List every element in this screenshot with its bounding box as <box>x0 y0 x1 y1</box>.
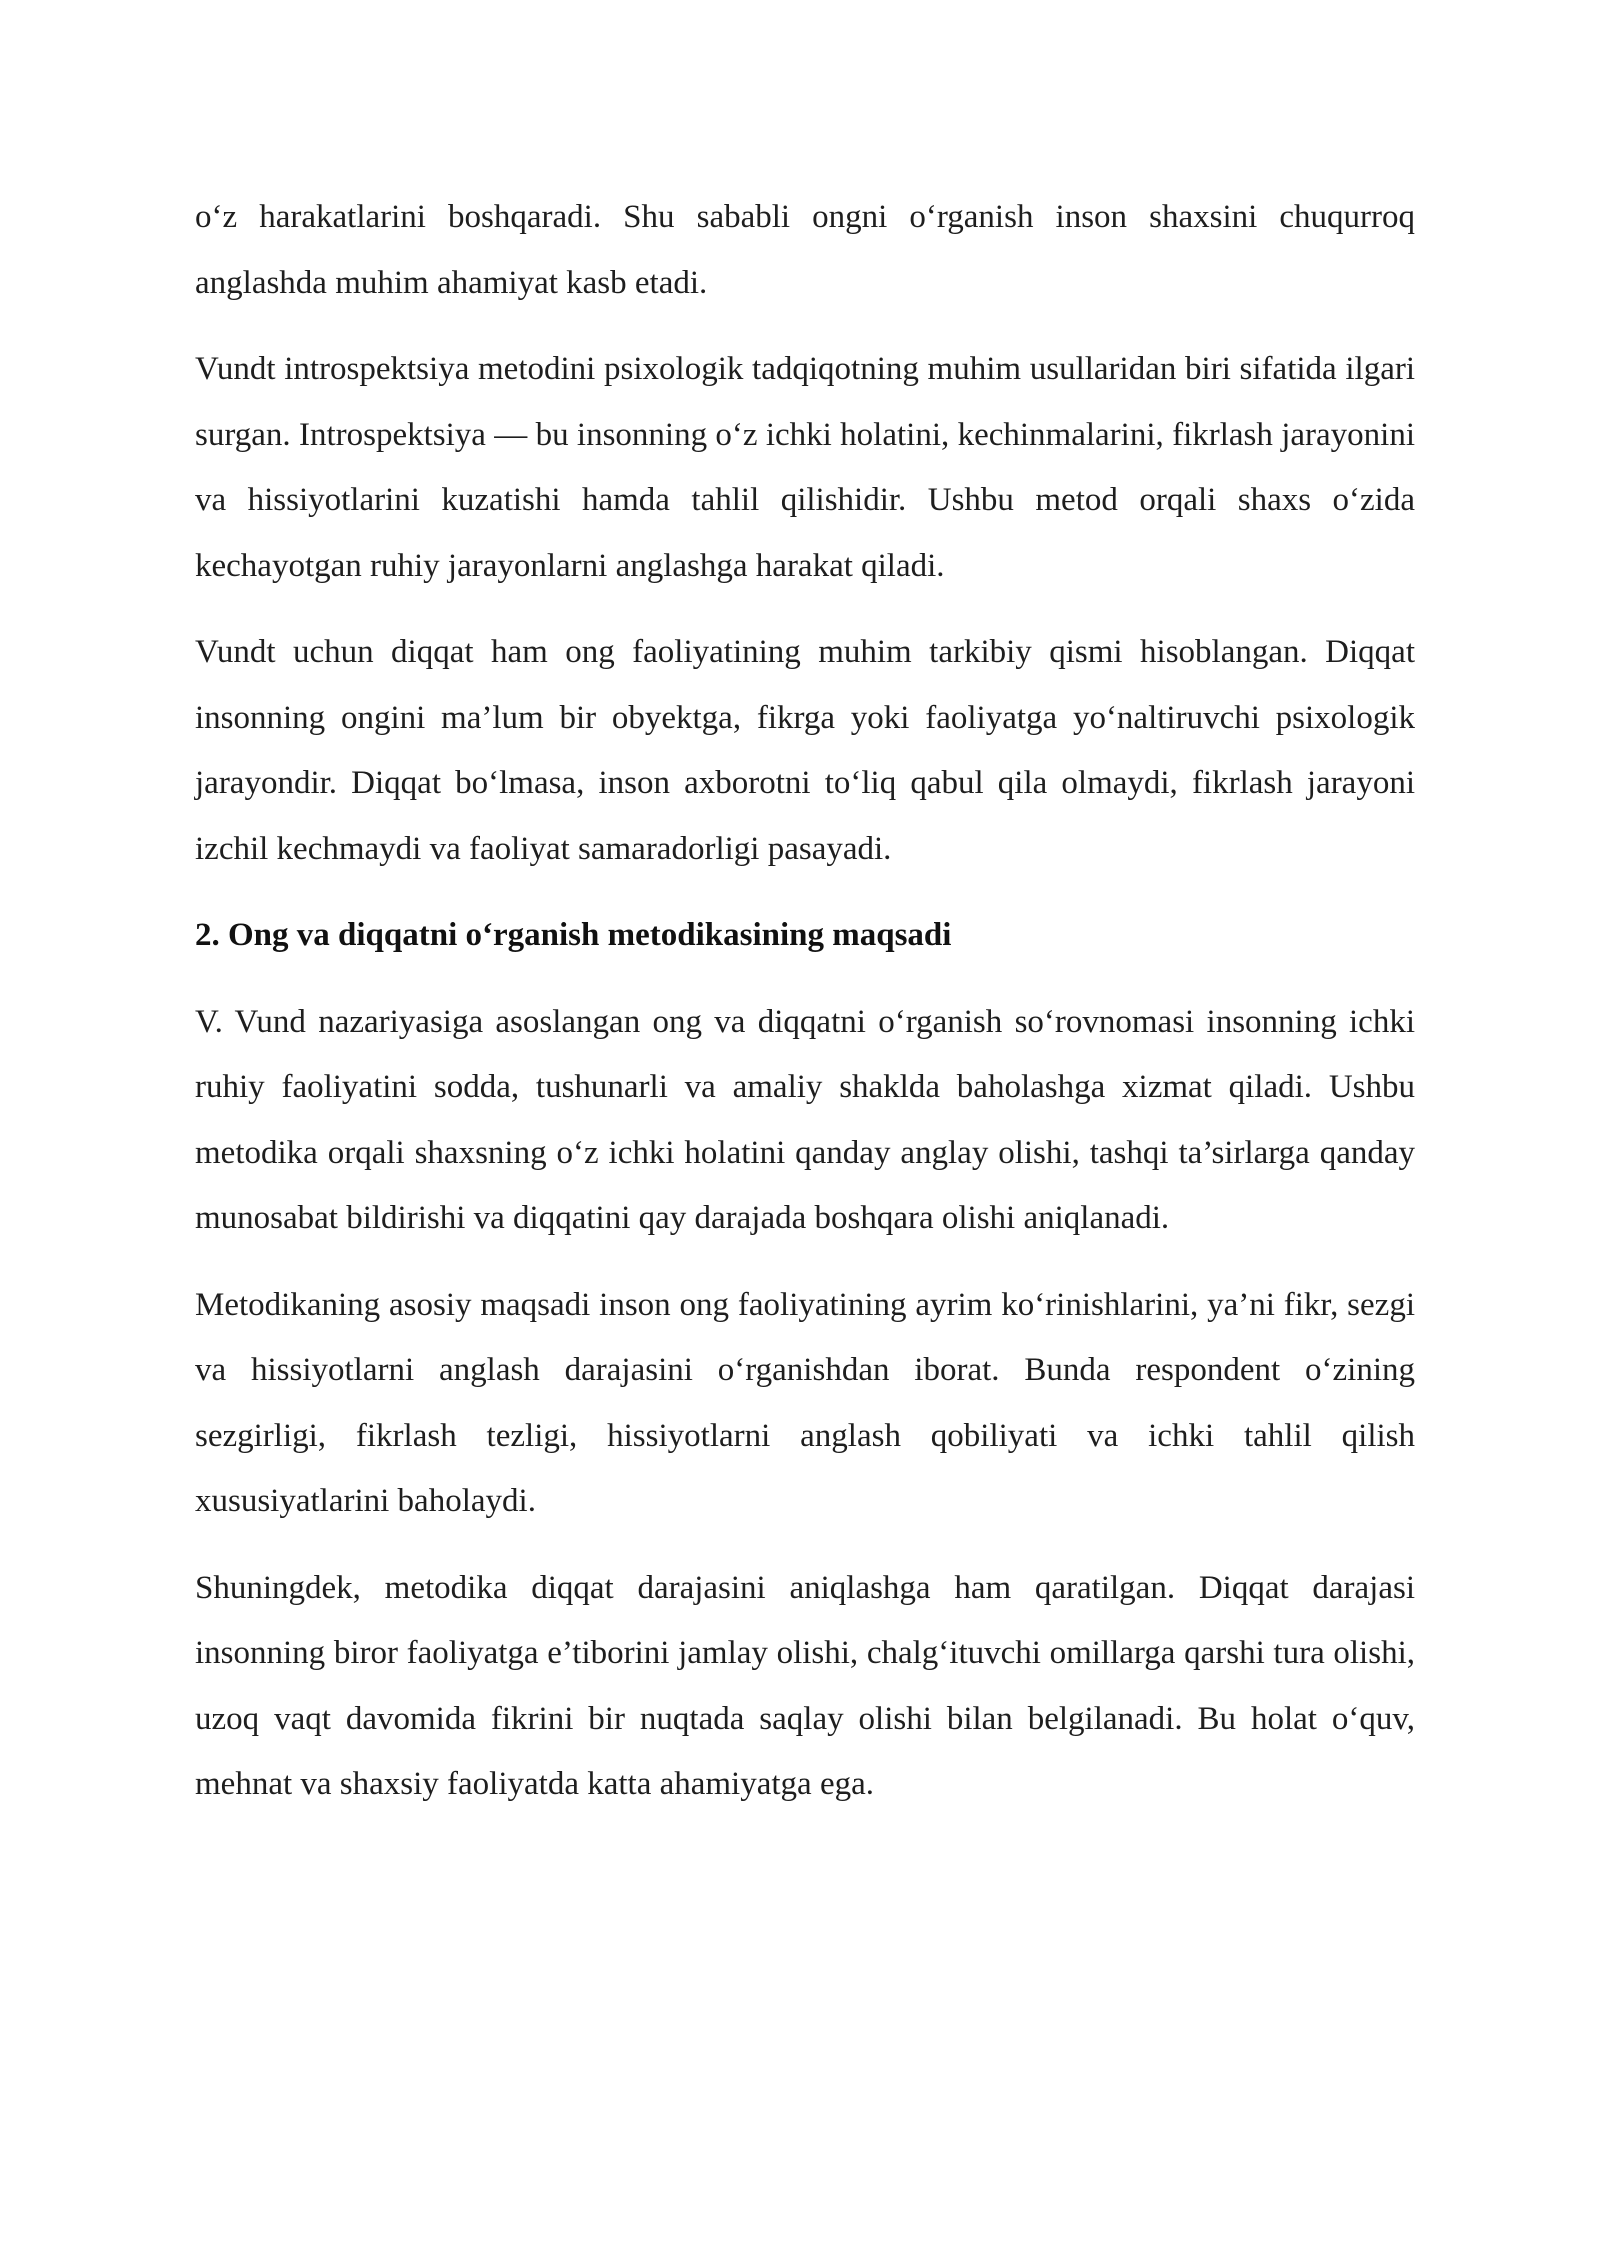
paragraph: Metodikaning asosiy maqsadi inson ong faoliyatining ayrim ko‘rinishlarini, ya’ni fikr, sezgi va hissiyotlarni anglash darajasini o‘rganishdan iborat. Bunda respondent o‘zining sezgirligi, fikrlash tezligi, hissiyotlarni anglash qobiliyati va ichki tahlil qilish xususiyatlarini baholaydi. <box>195 1286 1415 1519</box>
paragraph: Shuningdek, metodika diqqat darajasini aniqlashga ham qaratilgan. Diqqat darajasi insonning biror faoliyatga e’tiborini jamlay olishi, chalg‘ituvchi omillarga qarshi tura olishi, uzoq vaqt davomida fikrini bir nuqtada saqlay olishi bilan belgilanadi. Bu holat o‘quv, mehnat va shaxsiy faoliyatda katta ahamiyatga ega. <box>195 1569 1415 1802</box>
paragraph: o‘z harakatlarini boshqaradi. Shu sababli ongni o‘rganish inson shaxsini chuqurroq anglashda muhim ahamiyat kasb etadi. <box>195 199 1415 301</box>
document-body <box>195 185 1415 1839</box>
section-heading: 2. Ong va diqqatni o‘rganish metodikasining maqsadi <box>195 917 952 953</box>
paragraph: Vundt uchun diqqat ham ong faoliyatining muhim tarkibiy qismi hisoblangan. Diqqat insonning ongini ma’lum bir obyektga, fikrga yoki faoliyatga yo‘naltiruvchi psixologik jarayondir. Diqqat bo‘lmasa, inson axborotni to‘liq qabul qila olmaydi, fikrlash jarayoni izchil kechmaydi va faoliyat samaradorligi pasayadi. <box>195 634 1415 867</box>
paragraph: Vundt introspektsiya metodini psixologik tadqiqotning muhim usullaridan biri sifatida ilgari surgan. Introspektsiya — bu insonning o‘z ichki holatini, kechinmalarini, fikrlash jarayonini va hissiyotlarini kuzatishi hamda tahlil qilishidir. Ushbu metod orqali shaxs o‘zida kechayotgan ruhiy jarayonlarni anglashga harakat qiladi. <box>195 351 1415 584</box>
paragraph: V. Vund nazariyasiga asoslangan ong va diqqatni o‘rganish so‘rovnomasi insonning ichki ruhiy faoliyatini sodda, tushunarli va amaliy shaklda baholashga xizmat qiladi. Ushbu metodika orqali shaxsning o‘z ichki holatini qanday anglay olishi, tashqi ta’sirlarga qanday munosabat bildirishi va diqqatini qay darajada boshqara olishi aniqlanadi. <box>195 1003 1415 1236</box>
